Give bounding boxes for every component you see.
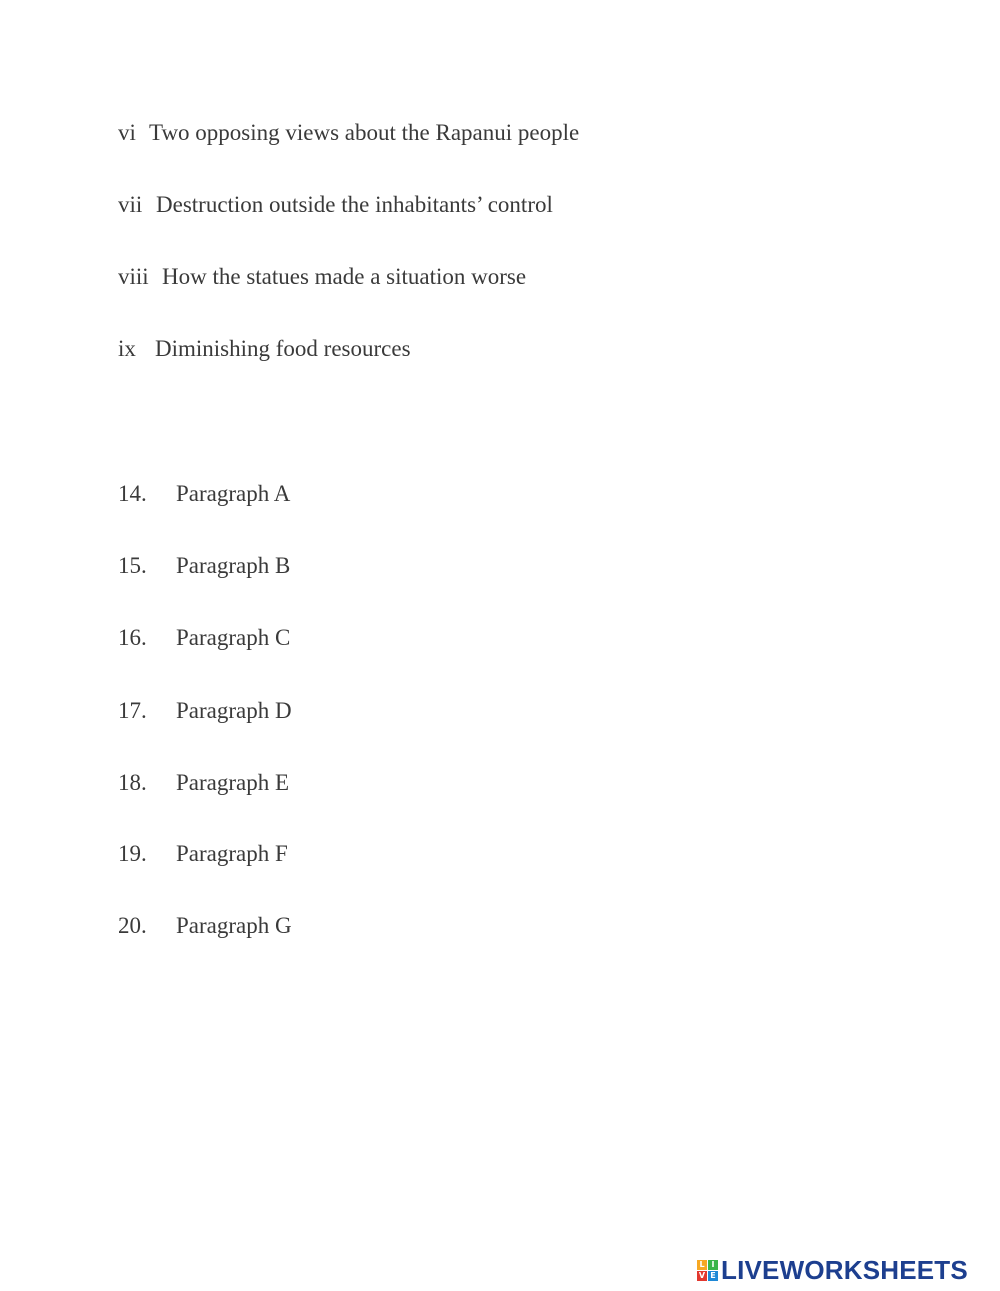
question-label: Paragraph F <box>176 841 288 866</box>
heading-option-viii <box>118 263 526 291</box>
question-number: 20. <box>118 913 147 938</box>
heading-numeral: ix <box>118 336 136 361</box>
question-label: Paragraph C <box>176 625 291 650</box>
question-16 <box>118 624 290 652</box>
heading-numeral: vi <box>118 120 136 145</box>
heading-option-ix <box>118 335 411 363</box>
question-label: Paragraph B <box>176 553 291 578</box>
question-number: 15. <box>118 553 147 578</box>
heading-text: Two opposing views about the Rapanui people <box>149 120 580 145</box>
logo-mark-tile: L <box>697 1260 707 1270</box>
liveworksheets-logo[interactable] <box>697 1255 968 1285</box>
question-14 <box>118 480 290 508</box>
logo-mark-icon <box>697 1260 718 1281</box>
question-number: 19. <box>118 841 147 866</box>
question-label: Paragraph E <box>176 770 290 795</box>
question-number: 17. <box>118 698 147 723</box>
question-number: 18. <box>118 770 147 795</box>
question-20 <box>118 912 292 940</box>
heading-option-vi <box>118 119 579 147</box>
question-15 <box>118 552 290 580</box>
heading-text: Destruction outside the inhabitants’ control <box>156 192 553 217</box>
question-label: Paragraph G <box>176 913 292 938</box>
logo-mark-tile: V <box>698 1270 706 1280</box>
heading-option-vii <box>118 191 553 219</box>
question-number: 16. <box>118 625 147 650</box>
heading-text: How the statues made a situation worse <box>162 264 527 289</box>
heading-text: Diminishing food resources <box>155 336 411 361</box>
question-18 <box>118 769 289 797</box>
question-label: Paragraph D <box>176 698 292 723</box>
logo-mark-tile: I <box>708 1260 718 1270</box>
heading-numeral: vii <box>118 192 143 217</box>
question-number: 14. <box>118 481 147 506</box>
question-17 <box>118 697 292 725</box>
question-label: Paragraph A <box>176 481 291 506</box>
question-19 <box>118 840 288 868</box>
logo-mark-tile: E <box>708 1271 718 1281</box>
logo-text: LIVEWORKSHEETS <box>721 1254 968 1285</box>
heading-numeral: viii <box>118 264 149 289</box>
